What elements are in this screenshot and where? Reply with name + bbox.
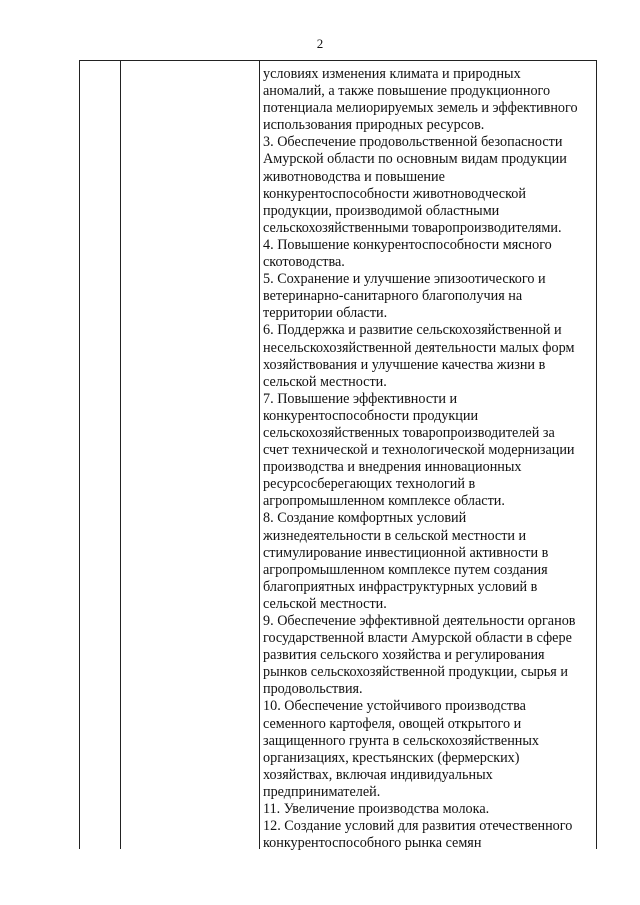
text-line: хозяйствах, включая индивидуальных	[263, 766, 493, 783]
text-line: благоприятных инфраструктурных условий в	[263, 578, 538, 595]
text-line: 11. Увеличение производства молока.	[263, 801, 490, 818]
goals-text-cell	[263, 66, 595, 852]
text-line: несельскохозяйственной деятельности малых форм	[263, 339, 575, 356]
text-line: жизнедеятельности в сельской местности и	[263, 527, 527, 544]
column-divider-2	[259, 61, 260, 849]
text-line: продовольствия.	[263, 681, 363, 698]
text-line: предпринимателей.	[263, 783, 381, 800]
text-line: агропромышленном комплексе области.	[263, 493, 505, 510]
text-line: условиях изменения климата и природных	[263, 66, 521, 82]
text-line: стимулирование инвестиционной активности в	[263, 544, 549, 561]
text-line: 8. Создание комфортных условий	[263, 510, 467, 527]
text-line: организациях, крестьянских (фермерских)	[263, 749, 520, 766]
text-line: государственной власти Амурской области в сфере	[263, 630, 572, 647]
text-line: агропромышленном комплексе путем создания	[263, 561, 548, 578]
text-line: использования природных ресурсов.	[263, 117, 485, 134]
text-line: 12. Создание условий для развития отечественного	[263, 818, 573, 835]
text-line: 5. Сохранение и улучшение эпизоотического и	[263, 271, 546, 288]
text-line: 3. Обеспечение продовольственной безопасности	[263, 134, 563, 151]
text-line: ветеринарно-санитарного благополучия на	[263, 288, 523, 305]
text-line: семенного картофеля, овощей открытого и	[263, 715, 522, 732]
column-divider-1	[120, 61, 121, 849]
text-line: 10. Обеспечение устойчивого производства	[263, 698, 526, 715]
text-line: 9. Обеспечение эффективной деятельности органов	[263, 613, 576, 629]
text-line: производства и внедрения инновационных	[263, 459, 522, 476]
text-line: сельской местности.	[263, 595, 387, 612]
text-line: животноводства и повышение	[263, 168, 445, 185]
text-line: конкурентоспособности продукции	[263, 407, 479, 424]
text-line: территории области.	[263, 305, 388, 322]
text-line: хозяйствования и улучшение качества жизни в	[263, 356, 546, 373]
text-line: Амурской области по основным видам продукции	[263, 151, 567, 168]
text-line: продукции, производимой областными	[263, 202, 500, 219]
text-line: конкурентоспособности животноводческой	[263, 185, 526, 202]
page-number: 2	[316, 36, 324, 51]
text-line: скотоводства.	[263, 254, 345, 271]
text-line: сельскохозяйственных товаропроизводителей за	[263, 424, 555, 441]
text-line: рынков сельскохозяйственной продукции, сырья и	[263, 664, 568, 681]
text-line: конкурентоспособного рынка семян	[263, 835, 482, 852]
text-line: сельскохозяйственными товаропроизводителями.	[263, 219, 562, 236]
text-line: аномалий, а также повышение продукционного	[263, 83, 551, 100]
document-table	[79, 60, 597, 852]
text-line: счет технической и технологической модернизации	[263, 442, 575, 459]
text-line: 6. Поддержка и развитие сельскохозяйственной и	[263, 322, 562, 339]
text-line: сельской местности.	[263, 373, 387, 390]
text-line: 7. Повышение эффективности и	[263, 390, 458, 407]
text-line: 4. Повышение конкурентоспособности мясного	[263, 236, 552, 253]
text-line: потенциала мелиорируемых земель и эффективного	[263, 100, 578, 117]
text-line: защищенного грунта в сельскохозяйственных	[263, 732, 540, 749]
text-line: ресурсосберегающих технологий в	[263, 476, 476, 493]
text-line: развития сельского хозяйства и регулирования	[263, 647, 545, 664]
